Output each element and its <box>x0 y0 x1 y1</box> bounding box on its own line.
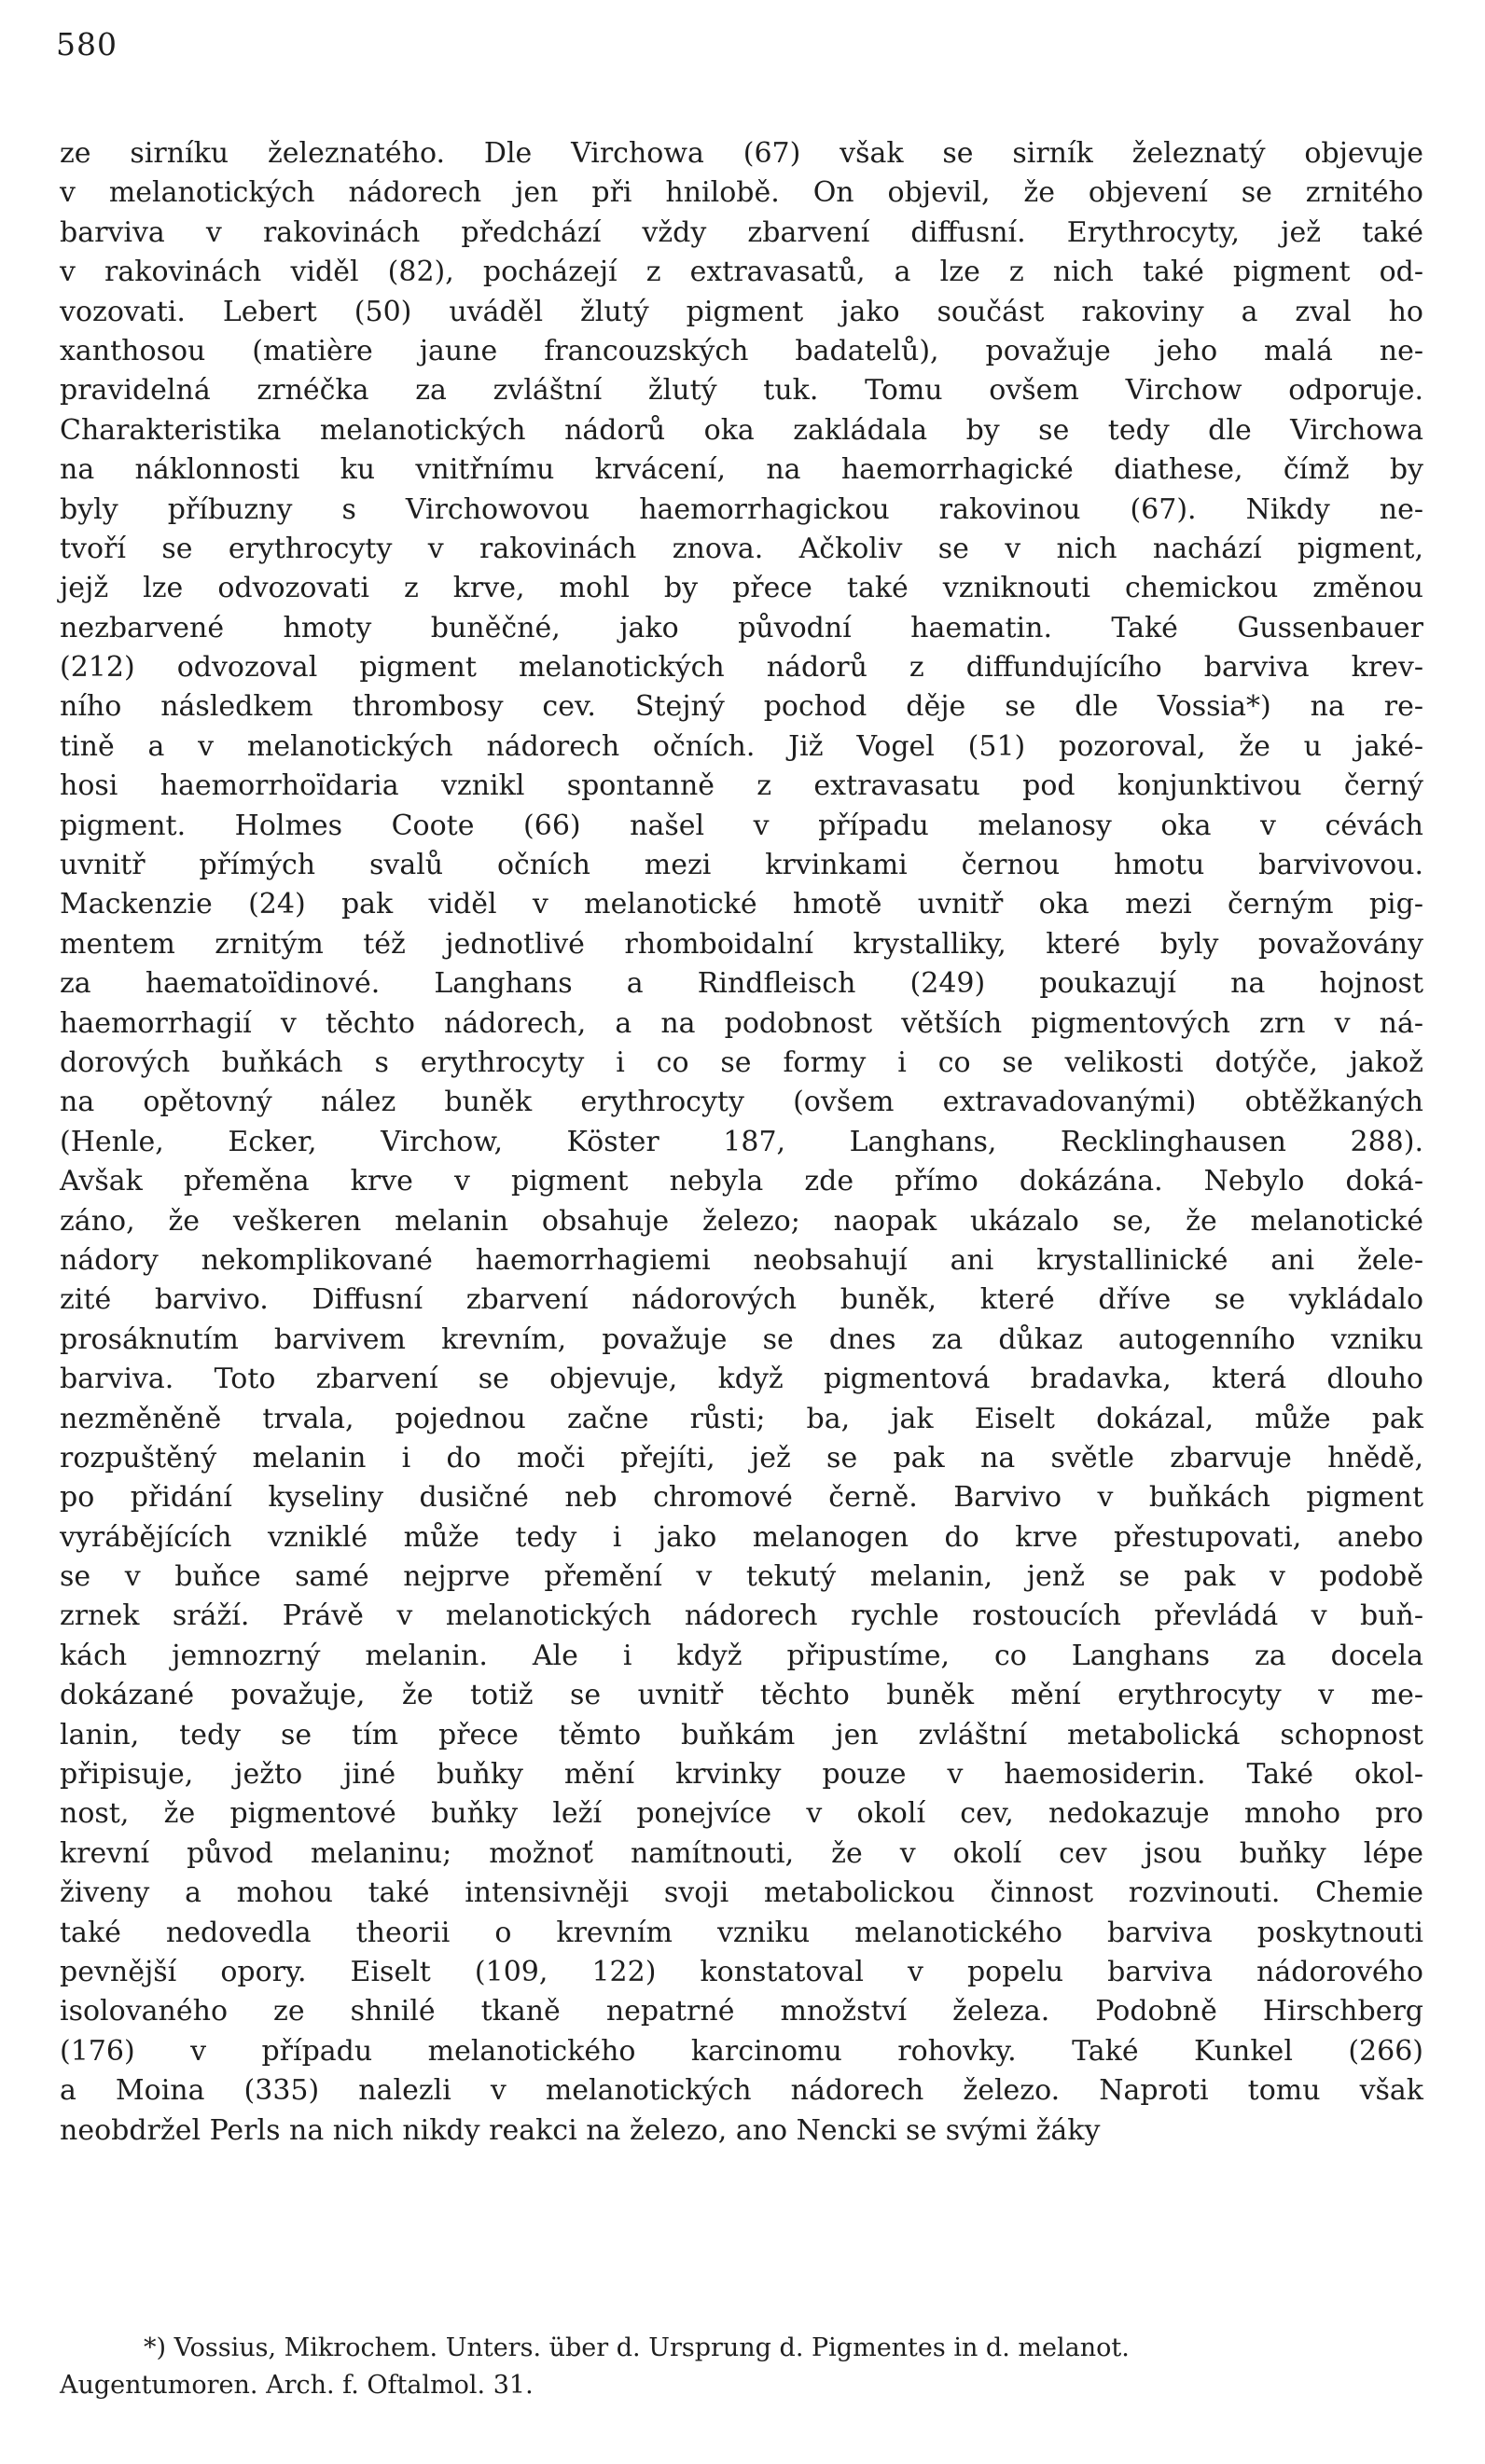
text-line: byly příbuzny s Virchowovou haemorrhagickou rakovinou (67). Nikdy ne- <box>60 492 1423 526</box>
text-line: isolovaného ze shnilé tkaně nepatrné množství železa. Podobně Hirschberg <box>60 1995 1423 2028</box>
text-line: nezbarvené hmoty buněčné, jako původní haematin. Také Gussenbauer <box>60 611 1423 644</box>
text-line: Avšak přeměna krve v pigment nebyla zde přímo dokázána. Nebylo doká- <box>60 1165 1423 1198</box>
text-line: a Moina (335) nalezli v melanotických nádorech železo. Naproti tomu však <box>60 2074 1423 2108</box>
text-line: xanthosou (matière jaune francouzských badatelů), považuje jeho malá ne- <box>60 334 1423 367</box>
text-line: záno, že veškeren melanin obsahuje železo; naopak ukázalo se, že melanotické <box>60 1204 1423 1238</box>
footnote-line: *) Vossius, Mikrochem. Unters. über d. Ursprung d. Pigmentes in d. melanot. <box>144 2333 1130 2362</box>
text-line: nezměněně trvala, pojednou začne růsti; ba, jak Eiselt dokázal, může pak <box>60 1402 1423 1435</box>
text-line: nádory nekomplikované haemorrhagiemi neobsahují ani krystallinické ani žele- <box>60 1243 1423 1277</box>
text-line: také nedovedla theorii o krevním vzniku melanotického barviva poskytnouti <box>60 1916 1423 1949</box>
text-line: (Henle, Ecker, Virchow, Köster 187, Langhans, Recklinghausen 288). <box>60 1125 1423 1158</box>
text-line: dorových buňkách s erythrocyty i co se formy i co se velikosti dotýče, jakož <box>60 1045 1423 1079</box>
text-line: nost, že pigmentové buňky leží ponejvíce v okolí cev, nedokazuje mnoho pro <box>60 1797 1423 1831</box>
text-line: kách jemnozrný melanin. Ale i když připustíme, co Langhans za docela <box>60 1639 1423 1672</box>
text-line: na opětovný nález buněk erythrocyty (ovšem extravadovanými) obtěžkaných <box>60 1086 1423 1119</box>
text-line: pravidelná zrnéčka za zvláštní žlutý tuk. Tomu ovšem Virchow odporuje. <box>60 374 1423 408</box>
text-line: živeny a mohou také intensivněji svoji metabolickou činnost rozvinouti. Chemie <box>60 1876 1423 1910</box>
text-line: tině a v melanotických nádorech očních. Již Vogel (51) pozoroval, že u jaké- <box>60 729 1423 763</box>
footnote <box>60 2330 1423 2404</box>
text-line: jejž lze odvozovati z krve, mohl by přece také vzniknouti chemickou změnou <box>60 572 1423 605</box>
text-line: lanin, tedy se tím přece těmto buňkám jen zvláštní metabolická schopnost <box>60 1718 1423 1751</box>
text-line: krevní původ melaninu; možnoť namítnouti, že v okolí cev jsou buňky lépe <box>60 1836 1423 1870</box>
text-line: na náklonnosti ku vnitřnímu krvácení, na haemorrhagické diathese, čímž by <box>60 453 1423 487</box>
text-line: se v buňce samé nejprve přemění v tekutý melanin, jenž se pak v podobě <box>60 1560 1423 1594</box>
body-text <box>60 134 1423 2151</box>
text-line: zité barvivo. Diffusní zbarvení nádorových buněk, které dříve se vykládalo <box>60 1283 1423 1317</box>
text-line: ze sirníku železnatého. Dle Virchowa (67) však se sirník železnatý objevuje <box>60 137 1423 170</box>
text-line: pigment. Holmes Coote (66) našel v případu melanosy oka v cévách <box>60 809 1423 842</box>
text-line: barviva v rakovinách předchází vždy zbarvení diffusní. Erythrocyty, jež také <box>60 215 1423 249</box>
text-line: připisuje, ježto jiné buňky mění krvinky pouze v haemosiderin. Také okol- <box>60 1758 1423 1792</box>
text-line: Mackenzie (24) pak viděl v melanotické hmotě uvnitř oka mezi černým pig- <box>60 888 1423 921</box>
text-line: ního následkem thrombosy cev. Stejný pochod děje se dle Vossia*) na re- <box>60 690 1423 724</box>
text-line: vyrábějících vzniklé může tedy i jako melanogen do krve přestupovati, anebo <box>60 1520 1423 1554</box>
text-line: v rakovinách viděl (82), pocházejí z extravasatů, a lze z nich také pigment od- <box>60 256 1423 289</box>
text-line: po přidání kyseliny dusičné neb chromové černě. Barvivo v buňkách pigment <box>60 1481 1423 1515</box>
text-line: neobdržel Perls na nich nikdy reakci na železo, ano Nencki se svými žáky <box>60 2113 1101 2147</box>
text-line: pevnější opory. Eiselt (109, 122) konstatoval v popelu barviva nádorového <box>60 1955 1423 1988</box>
text-line: uvnitř přímých svalů očních mezi krvinkami černou hmotu barvivovou. <box>60 849 1423 882</box>
text-line: rozpuštěný melanin i do moči přejíti, jež se pak na světle zbarvuje hnědě, <box>60 1441 1423 1474</box>
text-line: dokázané považuje, že totiž se uvnitř těchto buněk mění erythrocyty v me- <box>60 1679 1423 1712</box>
text-line: mentem zrnitým též jednotlivé rhomboidalní krystalliky, které byly považovány <box>60 927 1423 961</box>
page-number: 580 <box>56 26 118 62</box>
text-line: haemorrhagií v těchto nádorech, a na podobnost větších pigmentových zrn v ná- <box>60 1006 1423 1040</box>
text-line: hosi haemorrhoïdaria vznikl spontanně z extravasatu pod konjunktivou černý <box>60 769 1423 803</box>
footnote-line: Augentumoren. Arch. f. Oftalmol. 31. <box>60 2371 534 2400</box>
text-line: tvoří se erythrocyty v rakovinách znova. Ačkoliv se v nich nachází pigment, <box>60 532 1423 565</box>
text-line: barviva. Toto zbarvení se objevuje, když pigmentová bradavka, která dlouho <box>60 1363 1423 1396</box>
text-line: za haematoïdinové. Langhans a Rindfleisch (249) poukazují na hojnost <box>60 967 1423 1001</box>
text-line: zrnek sráží. Právě v melanotických nádorech rychle rostoucích převládá v buň- <box>60 1599 1423 1633</box>
text-line: vozovati. Lebert (50) uváděl žlutý pigment jako součást rakoviny a zval ho <box>60 295 1423 328</box>
text-line: Charakteristika melanotických nádorů oka zakládala by se tedy dle Virchowa <box>60 413 1423 447</box>
text-line: (176) v případu melanotického karcinomu rohovky. Také Kunkel (266) <box>60 2034 1423 2068</box>
text-line: (212) odvozoval pigment melanotických nádorů z diffundujícího barviva krev- <box>60 651 1423 685</box>
text-line: prosáknutím barvivem krevním, považuje se dnes za důkaz autogenního vzniku <box>60 1322 1423 1356</box>
text-line: v melanotických nádorech jen při hnilobě. On objevil, že objevení se zrnitého <box>60 176 1423 210</box>
